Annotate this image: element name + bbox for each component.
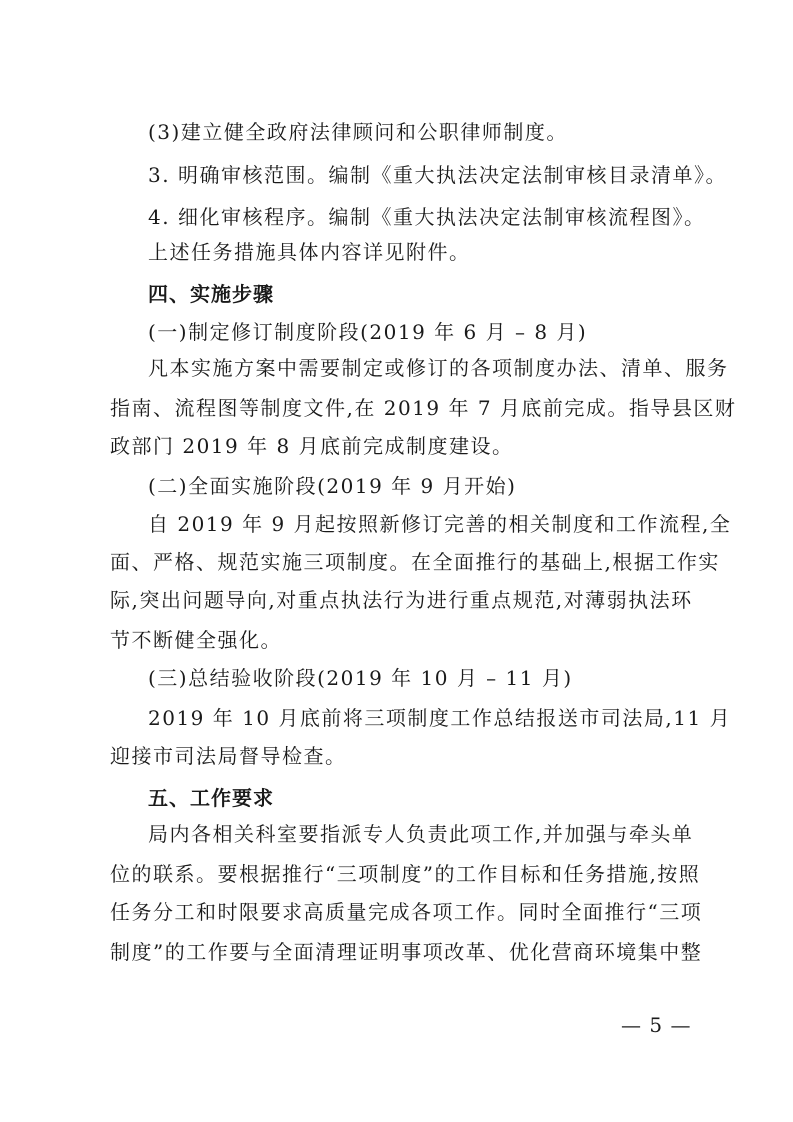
- text-line: 任务分工和时限要求高质量完成各项工作。同时全面推行“三项: [110, 900, 703, 924]
- text-line: 4. 细化审核程序。编制《重大执法决定法制审核流程图》。: [148, 205, 706, 229]
- page-number: — 5 —: [621, 1013, 692, 1037]
- section-heading: 四、实施步骤: [148, 282, 274, 306]
- text-line: 自 2019 年 9 月起按照新修订完善的相关制度和工作流程,全: [148, 512, 732, 536]
- subsection-heading: (二)全面实施阶段(2019 年 9 月开始): [148, 474, 517, 498]
- text-line: 制度”的工作要与全面清理证明事项改革、优化营商环境集中整: [110, 940, 703, 964]
- text-line: 位的联系。要根据推行“三项制度”的工作目标和任务措施,按照: [110, 862, 701, 886]
- text-line: 节不断健全强化。: [110, 628, 282, 652]
- text-line: 局内各相关科室要指派专人负责此项工作,并加强与牵头单: [148, 822, 694, 846]
- text-line: 政部门 2019 年 8 月底前完成制度建设。: [110, 434, 514, 458]
- text-line: 面、严格、规范实施三项制度。在全面推行的基础上,根据工作实: [110, 550, 720, 574]
- text-line: 指南、流程图等制度文件,在 2019 年 7 月底前完成。指导县区财: [110, 396, 737, 420]
- section-heading: 五、工作要求: [148, 786, 274, 810]
- text-line: 上述任务措施具体内容详见附件。: [148, 240, 471, 264]
- text-line: 3. 明确审核范围。编制《重大执法决定法制审核目录清单》。: [148, 163, 727, 187]
- text-line: 际,突出问题导向,对重点执法行为进行重点规范,对薄弱执法环: [110, 588, 693, 612]
- text-line: 凡本实施方案中需要制定或修订的各项制度办法、清单、服务: [148, 356, 729, 380]
- text-line: 2019 年 10 月底前将三项制度工作总结报送市司法局,11 月: [148, 706, 732, 730]
- text-line: 迎接市司法局督导检查。: [110, 744, 347, 768]
- subsection-heading: (一)制定修订制度阶段(2019 年 6 月 – 8 月): [148, 320, 588, 344]
- text-line: (3)建立健全政府法律顾问和公职律师制度。: [148, 120, 568, 144]
- subsection-heading: (三)总结验收阶段(2019 年 10 月 – 11 月): [148, 666, 573, 690]
